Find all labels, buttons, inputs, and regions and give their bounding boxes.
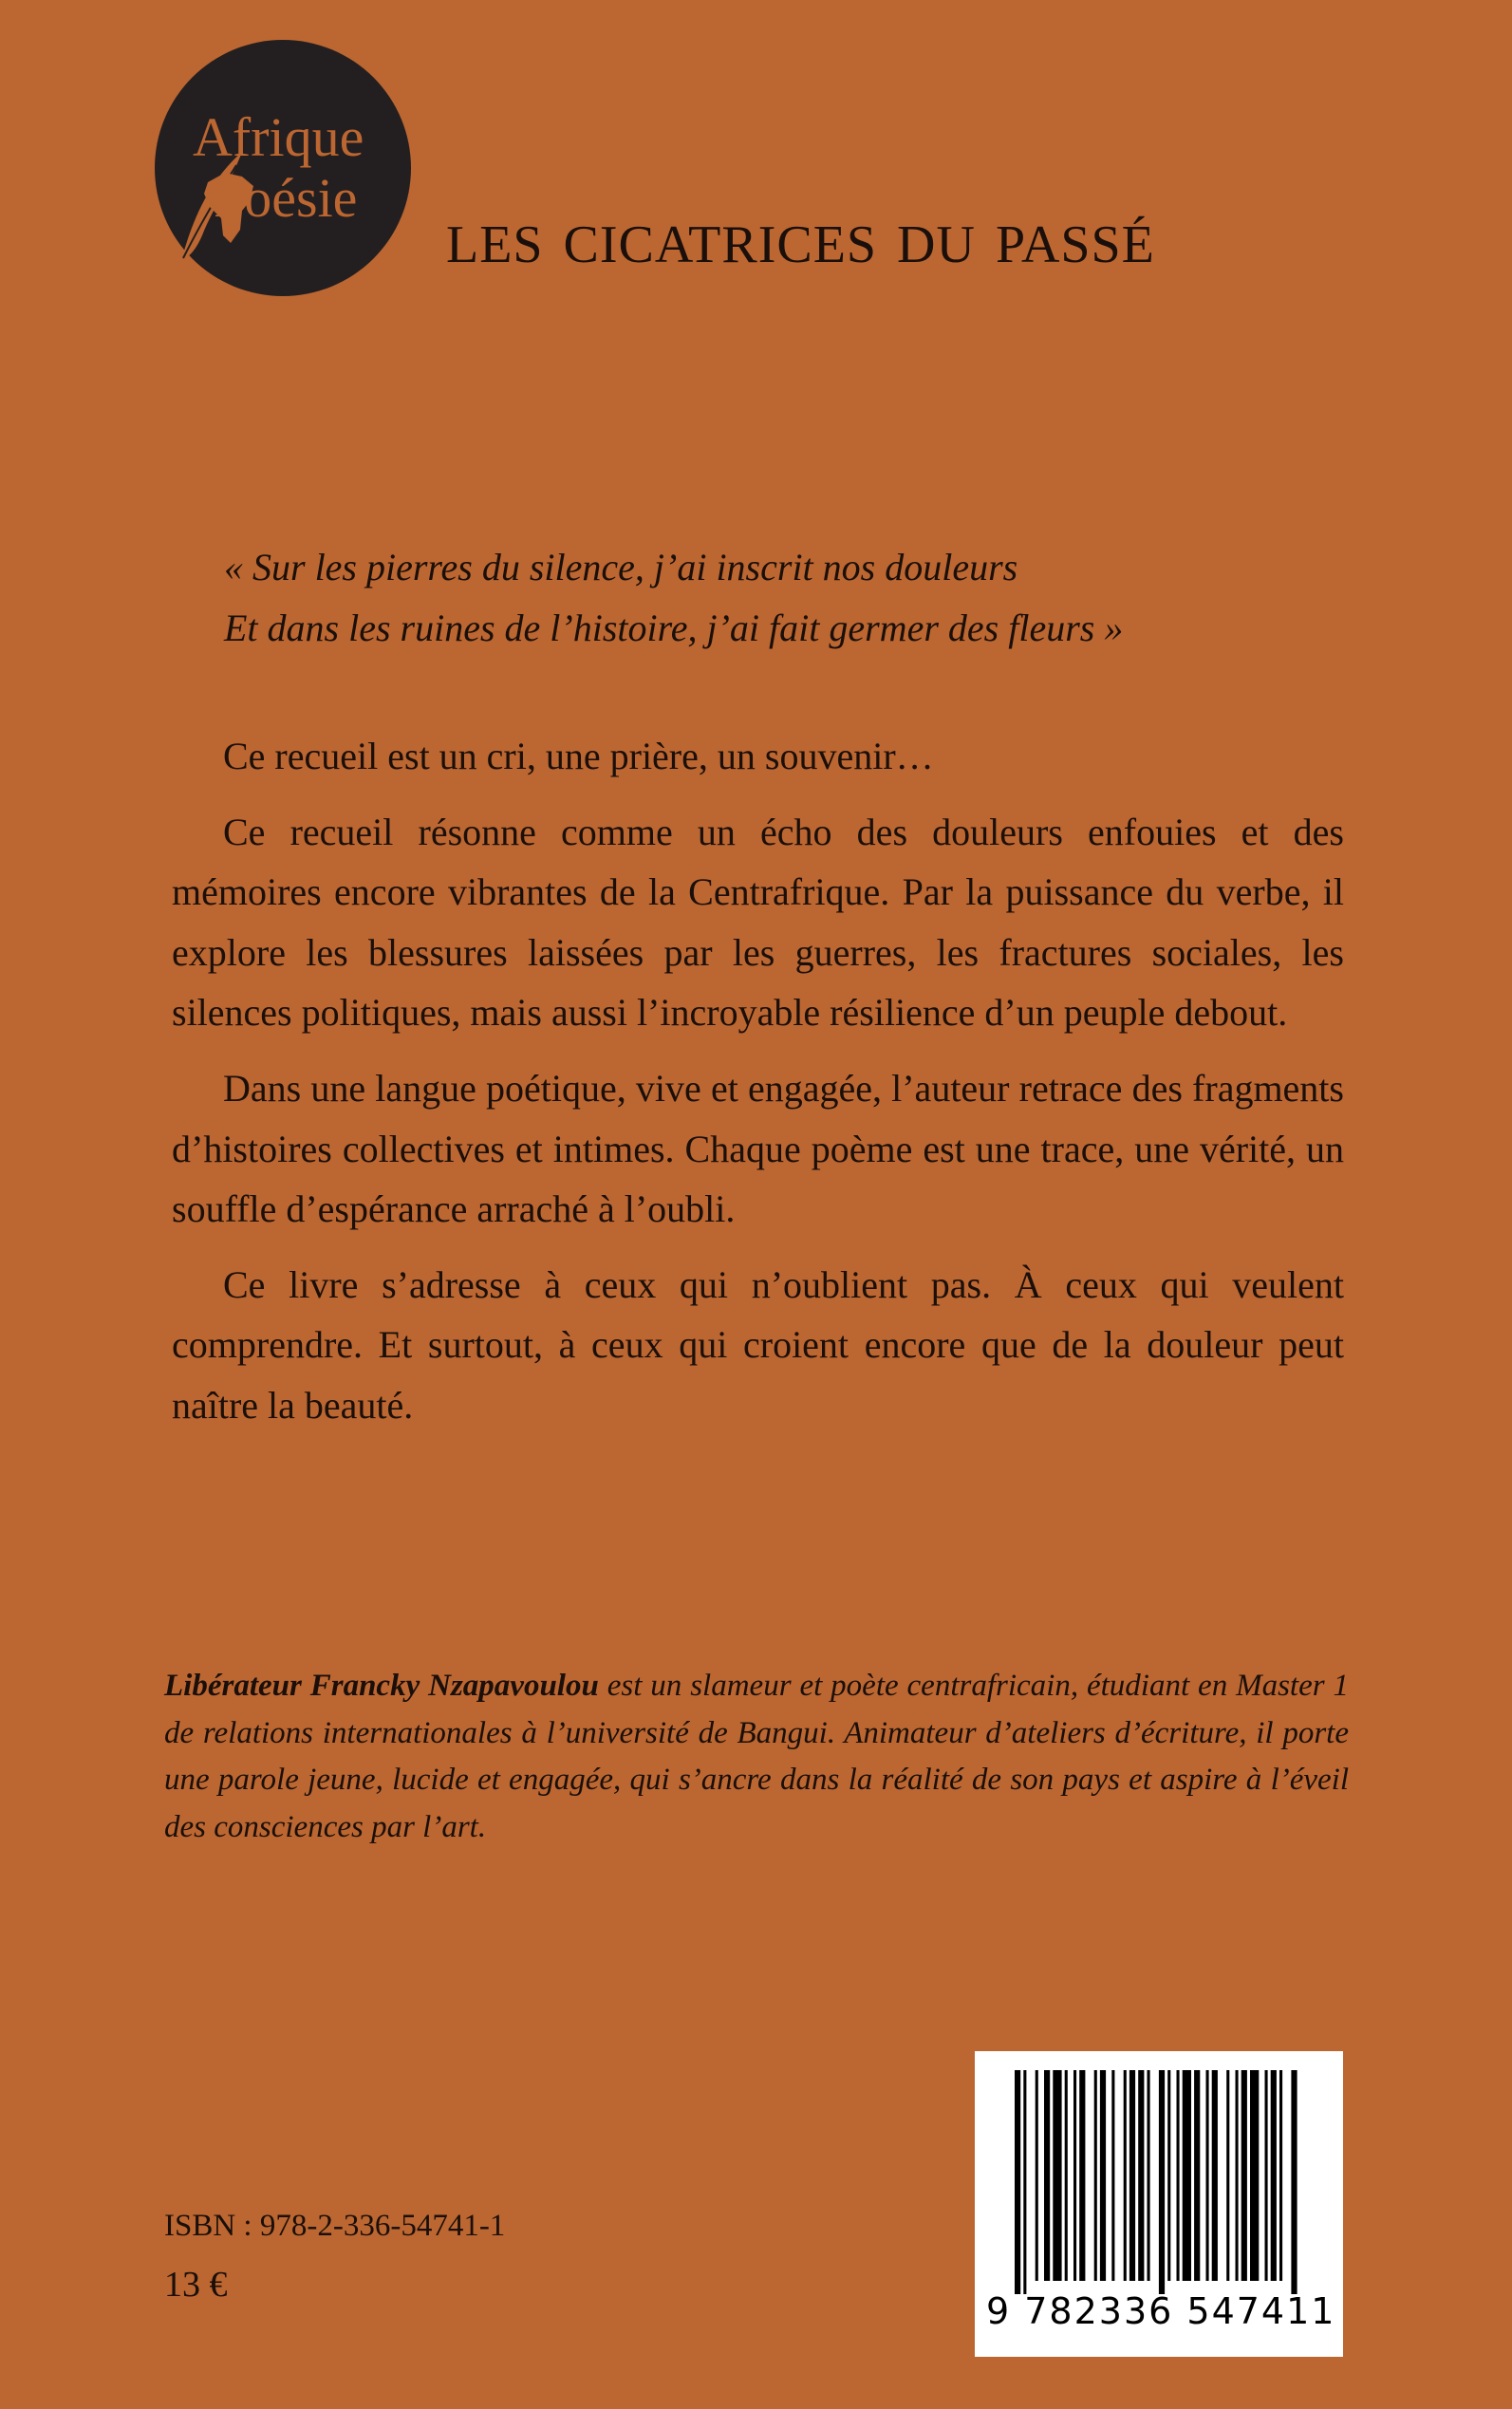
barcode-bar [1194, 2070, 1200, 2281]
barcode-bar [1100, 2070, 1106, 2281]
barcode-bar [1073, 2070, 1076, 2281]
summary-paragraph: Ce livre s’adresse à ceux qui n’oublient pas. À ceux qui veulent comprendre. Et surtout, à ceux qui croient encore que de la douleur peut naître la beauté. [172, 1262, 1344, 1427]
author-name: Libérateur Francky Nzapavoulou [164, 1669, 599, 1703]
summary-paragraph: Ce recueil est un cri, une prière, un souvenir… [223, 735, 934, 777]
barcode-bar [1159, 2070, 1165, 2294]
barcode-bar [1279, 2070, 1282, 2281]
barcode-bar [1138, 2070, 1144, 2281]
barcode-bar [1291, 2070, 1297, 2294]
price: 13 € [164, 2265, 228, 2305]
author-bio-text: est un slameur et poète centrafricain, étudiant en Master 1 de relations internationales à l’université de Bangui. Animateur d’ateliers d’écriture, il porte une parole jeune, lucide et engagée, qui s’ancre dans la réalité de son pays et aspire à l’éveil des consciences par l’art. [164, 1669, 1349, 1844]
barcode-bar [1094, 2070, 1097, 2281]
logo-word-afrique: Afrique [193, 106, 364, 168]
epigraph-line: Et dans les ruines de l’histoire, j’ai fait germer des fleurs » [224, 607, 1124, 649]
barcode-bar [1124, 2070, 1127, 2281]
barcode-bar [1271, 2070, 1277, 2281]
publisher-logo [155, 40, 411, 296]
barcode-bar [1236, 2070, 1239, 2281]
barcode-bar [1250, 2070, 1259, 2281]
barcode-bar [1111, 2070, 1114, 2281]
summary-paragraph: Dans une langue poétique, vive et engagée, l’auteur retrace des fragments d’histoires collectives et intimes. Chaque poème est une trace, une vérité, un souffle d’espérance arraché à l’oubli. [172, 1066, 1344, 1231]
barcode-bar [1241, 2070, 1247, 2281]
barcode-bar [1053, 2070, 1061, 2281]
author-bio [164, 1663, 1349, 1851]
epigraph-line: « Sur les pierres du silence, j’ai inscrit nos douleurs [224, 546, 1018, 588]
barcode-bar [1148, 2070, 1150, 2281]
barcode-bar [1023, 2070, 1026, 2294]
summary-text [172, 726, 1344, 1451]
isbn-number: ISBN : 978-2-336-54741-1 [164, 2209, 506, 2243]
barcode-bar [1044, 2070, 1050, 2281]
barcode-bar [1015, 2070, 1020, 2294]
summary-paragraph: Ce recueil résonne comme un écho des douleurs enfouies et des mémoires encore vibrantes de la Centrafrique. Par la puissance du verbe, il explore les blessures laissées par les guerres, les fractures sociales, les silences politiques, mais aussi l’incroyable résilience d’un peuple debout. [172, 810, 1344, 1035]
author-bio-paragraph [164, 1663, 1349, 1851]
barcode-bar [1036, 2070, 1038, 2281]
epigraph [224, 537, 1363, 659]
barcode-bar [1226, 2070, 1229, 2281]
barcode-bar [1206, 2070, 1209, 2281]
barcode-bar [1265, 2070, 1268, 2281]
barcode-bar [1065, 2070, 1068, 2281]
barcode-bar [1129, 2070, 1135, 2281]
isbn-barcode [975, 2051, 1343, 2357]
book-title: les cicatrices du passé [446, 196, 1155, 279]
barcode-bar [1079, 2070, 1085, 2281]
barcode-bar [1183, 2070, 1191, 2281]
logo-word-poesie: Poésie [214, 167, 358, 229]
barcode-bar [1177, 2070, 1180, 2281]
barcode-bar [1212, 2070, 1218, 2281]
barcode-bar [1167, 2070, 1170, 2281]
barcode-digits: 9 782336 547411 [986, 2290, 1336, 2332]
